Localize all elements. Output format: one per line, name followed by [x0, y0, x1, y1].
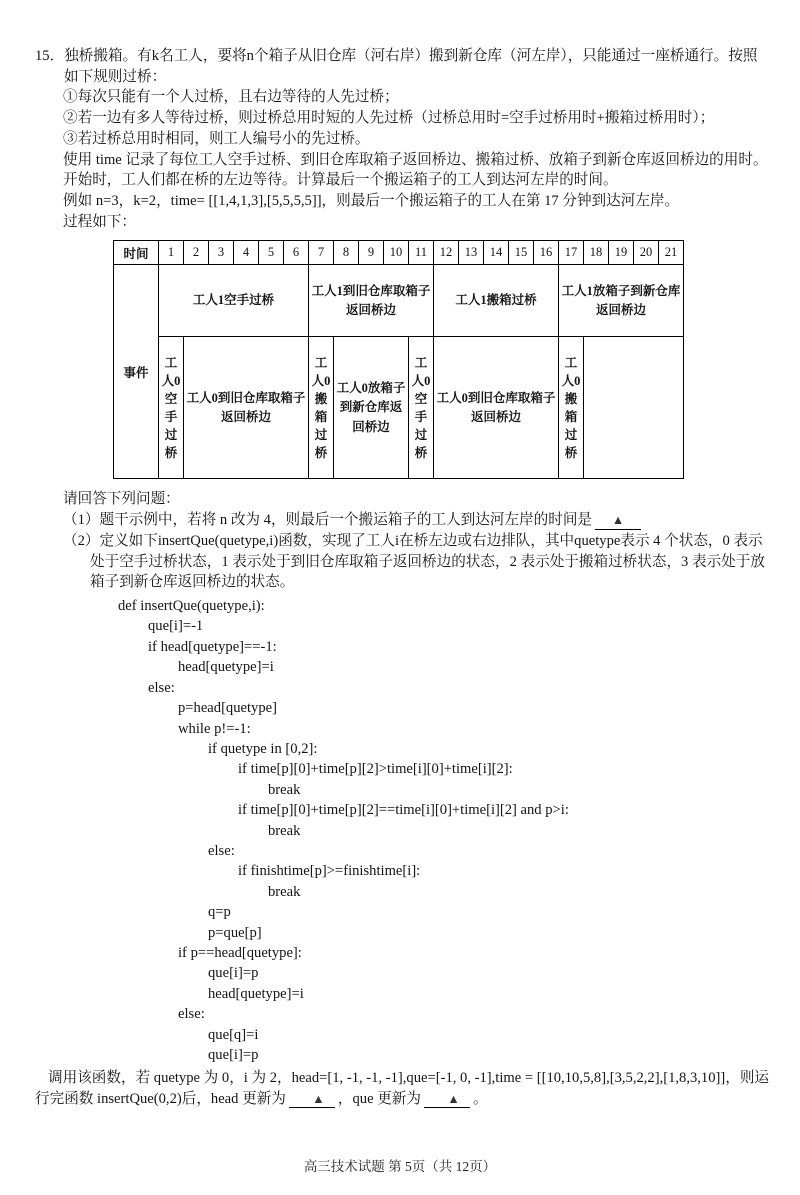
time-description: 使用 time 记录了每位工人空手过桥、到旧仓库取箱子返回桥边、搬箱过桥、放箱子到新仓库返回桥边的用时。开始时，工人们都在桥的左边等待。计算最后一个搬运箱子的工人到达河左岸的时间。: [63, 151, 768, 189]
code-line: que[q]=i: [208, 1026, 259, 1043]
time-cell: 7: [309, 241, 334, 265]
answer-prompt: 请回答下列问题：: [63, 491, 180, 508]
code-block: [118, 596, 770, 1065]
call-text-2: ，que 更新为: [337, 1091, 421, 1108]
time-cell: 16: [534, 241, 559, 265]
rule-1: ①每次只能有一个人过桥，且右边等待的人先过桥；: [63, 89, 399, 106]
page-footer: 高三技术试题 第 5页（共 12页）: [303, 1159, 497, 1174]
time-label: 时间: [114, 241, 159, 265]
blank-triangle: ▲: [312, 1092, 325, 1107]
rule-3: ③若过桥总用时相同，则工人编号小的先过桥。: [63, 130, 370, 147]
code-line: p=head[quetype]: [178, 700, 277, 717]
worker0-event-cell: 工人0搬箱过桥: [559, 337, 584, 479]
rule-2: ②若一边有多人等待过桥，则过桥总用时短的人先过桥（过桥总用时=空手过桥用时+搬箱过桥用时）；: [63, 110, 715, 127]
time-cell: 18: [584, 241, 609, 265]
code-line: if quetype in [0,2]:: [208, 740, 318, 757]
worker0-event-cell: 工人0放箱子到新仓库返回桥边: [334, 337, 409, 479]
empty-cell: [584, 337, 684, 479]
worker1-event-cell: 工人1放箱子到新仓库返回桥边: [559, 265, 684, 337]
question-number: 15．: [35, 48, 65, 64]
code-line: else:: [148, 679, 175, 696]
time-cell: 11: [409, 241, 434, 265]
code-line: head[quetype]=i: [178, 659, 274, 676]
time-cell: 20: [634, 241, 659, 265]
process-table-body: [114, 241, 684, 479]
time-cell: 2: [184, 241, 209, 265]
question-2: （2）定义如下insertQue(quetype,i)函数，实现了工人i在桥左边或右边排队，其中quetype表示 4 个状态，0 表示处于空手过桥状态，1 表示处于到旧仓库取箱子返回桥边的状态，2 表示处于搬箱过桥状态，3 表示处于放箱子到新仓库返回桥边的状态。: [63, 532, 765, 591]
process-label: 过程如下：: [63, 213, 136, 230]
worker1-event-cell: 工人1空手过桥: [159, 265, 309, 337]
process-table: [113, 240, 684, 479]
code-line: if time[p][0]+time[p][2]>time[i][0]+time[i][2]:: [238, 761, 513, 778]
blank-triangle: ▲: [611, 513, 625, 528]
worker1-event-cell: 工人1到旧仓库取箱子返回桥边: [309, 265, 434, 337]
time-cell: 19: [609, 241, 634, 265]
code-line: if finishtime[p]>=finishtime[i]:: [238, 863, 421, 880]
code-line: if p==head[quetype]:: [178, 944, 302, 961]
blank-triangle: ▲: [447, 1092, 460, 1107]
time-cell: 12: [434, 241, 459, 265]
time-cell: 5: [259, 241, 284, 265]
time-cell: 21: [659, 241, 684, 265]
code-line: que[i]=p: [208, 1047, 259, 1063]
question-1: [63, 510, 770, 531]
code-line: break: [268, 781, 301, 798]
call-text-1: 调用该函数，若 quetype 为 0，i 为 2，head=[1, -1, -1, -1],que=[-1, 0, -1],time = [[10,10,5,8],[3,5,2,2],[1,8,3,10]]，则运行完函数 insertQue(0,2)后，head 更新为: [35, 1070, 770, 1108]
code-line: else:: [208, 842, 235, 859]
worker0-event-cell: 工人0搬箱过桥: [309, 337, 334, 479]
function-call-paragraph: [35, 1068, 770, 1109]
call-text-3: 。: [473, 1091, 488, 1108]
worker1-row: [114, 265, 684, 337]
code-line: while p!=-1:: [178, 720, 251, 737]
time-cell: 13: [459, 241, 484, 265]
worker0-event-cell: 工人0空手过桥: [159, 337, 184, 479]
time-cell: 3: [209, 241, 234, 265]
time-row: [114, 241, 684, 265]
time-cell: 17: [559, 241, 584, 265]
code-line: que[i]=-1: [148, 618, 204, 635]
time-cell: 15: [509, 241, 534, 265]
time-cell: 1: [159, 241, 184, 265]
worker0-row: [114, 337, 684, 479]
question-intro-text: 独桥搬箱。有k名工人，要将n个箱子从旧仓库（河右岸）搬到新仓库（河左岸），只能通过一座桥通行。按照如下规则过桥：: [64, 48, 758, 85]
code-line: head[quetype]=i: [208, 985, 304, 1002]
code-line: break: [268, 883, 301, 900]
time-cell: 4: [234, 241, 259, 265]
code-line: que[i]=p: [208, 965, 259, 982]
code-line: if head[quetype]==-1:: [148, 638, 277, 655]
question-1-text: （1）题干示例中，若将 n 改为 4，则最后一个搬运箱子的工人到达河左岸的时间是: [63, 512, 593, 529]
time-cell: 9: [359, 241, 384, 265]
code-line: if time[p][0]+time[p][2]==time[i][0]+time[i][2] and p>i:: [238, 802, 569, 819]
code-line: else:: [178, 1006, 205, 1023]
time-cell: 6: [284, 241, 309, 265]
code-line: break: [268, 822, 301, 839]
worker0-event-cell: 工人0到旧仓库取箱子返回桥边: [184, 337, 309, 479]
event-label: 事件: [114, 265, 159, 479]
example-text: 例如 n=3，k=2，time= [[1,4,1,3],[5,5,5,5]]，则最后一个搬运箱子的工人在第 17 分钟到达河左岸。: [63, 193, 680, 210]
time-cell: 8: [334, 241, 359, 265]
code-line: def insertQue(quetype,i):: [118, 598, 265, 615]
worker0-event-cell: 工人0到旧仓库取箱子返回桥边: [434, 337, 559, 479]
time-cell: 14: [484, 241, 509, 265]
answer-blank-1: [595, 513, 641, 529]
worker0-event-cell: 工人0空手过桥: [409, 337, 434, 479]
code-line: p=que[p]: [208, 924, 262, 941]
question-intro: [35, 46, 770, 87]
worker1-event-cell: 工人1搬箱过桥: [434, 265, 559, 337]
code-line: q=p: [208, 904, 231, 921]
time-cell: 10: [384, 241, 409, 265]
answer-blank-head: [289, 1092, 335, 1108]
answer-blank-que: [424, 1092, 470, 1108]
